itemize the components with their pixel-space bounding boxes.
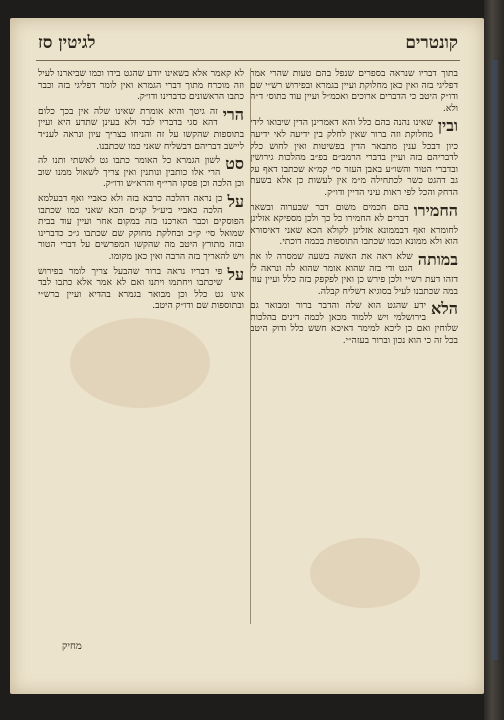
left-text-column — [38, 68, 244, 634]
lemma-heading: ובין — [437, 116, 458, 136]
lemma-heading: הרי — [222, 104, 244, 124]
catchword: מחיק — [62, 641, 82, 652]
paragraph — [250, 117, 458, 198]
paragraph — [250, 202, 458, 248]
paragraph-text: בתוך דבריו שנראה בספרים שנפל בהם טעות שהרי אמר דפליגי בזה ואין כאן מחלוקת ועיין בגמרא ובפירוש רש״י שם ודו״ק היטב כי הדברים ארוכים ואכמ״ל ועיין עוד בתוס׳ ד״ה ולא. — [250, 68, 458, 114]
paragraph-text: פי דבריו נראה ברור שהבעל צריך לומר בפירוש שיכתבו ויחתמו ויתנו ואם לא אמר אלא כתבו לבד אינו גט כלל וכן מבואר בגמרא בהדיא ועיין ברש״י ובתוספות שם ודו״ק היטב. — [38, 265, 244, 312]
paragraph-text: לשון הגמרא כל האומר כתבו גט לאשתי ותנו לה הרי אלו כותבין ונותנין ואין צריך לשאול ממנו שוב וכן הלכה וכן פסקו הרי״ף והרא״ש ודו״ק. — [38, 155, 244, 190]
paragraph-text: שאינו נהנה בהם כלל והא דאמרינן הדין שיבואו לידי מחלוקת וזה ברור שאין לחלק בין ידיעה לאי ידיעה כיון דבכל ענין מתבאר הדין בפשיטות ואין לחוש כלל לדבריהם בזה ועיין בדברי הרמב״ם בפ״ב מהלכות גירושין ובדברי הטור והשו״ע באבן העזר סי׳ קמ״א שכתבו דאף על גב דהגט כשר לכתחילה מ״מ אין לעשות כן אלא בשעת הדחק והכל לפי ראות עיני הדיין ודו״ק. — [250, 117, 458, 198]
paragraph — [38, 155, 244, 190]
paragraph — [38, 193, 244, 263]
paragraph-text: ידע שהגט הוא שלה והדבר ברור ומבואר גם בירושלמי ויש ללמוד מכאן לכמה דינים בהלכות שלוחין ואם כן ליכא למימר דאיכא חשש כלל ודוק היטב בכל זה כי הוא נכון וברור בעזה״י. — [250, 300, 458, 347]
column-divider — [250, 68, 251, 624]
lemma-heading: סט — [225, 154, 244, 174]
lemma-heading: במותה — [417, 249, 458, 269]
paragraph — [250, 68, 458, 114]
lemma-heading: על — [227, 264, 244, 284]
paragraph-text: שלא ראה את האשה בשעה שמסרה לו את הגט ודי בזה שהוא אומר שהוא לה ונראה לי דזהו דעת רש״י ולכן פירש כן ואין לפקפק בזה כלל ועיין עוד במה שכתבנו לעיל בסוגיא דשליח קבלה. — [250, 250, 458, 297]
paragraph — [38, 266, 244, 312]
lemma-heading: החמירו — [413, 200, 458, 220]
lemma-heading: על — [227, 191, 244, 211]
paragraph-text: בהם חכמים משום דבר שבערוה ובשאר דברים לא החמירו כל כך ולכן מספיקא אזלינן לחומרא ואף דבממונא אזלינן לקולא הכא שאני דאיסורא הוא ולא ממונא וכמו שכתבו התוספות בכמה דוכתי. — [250, 201, 458, 248]
book-page — [10, 18, 484, 694]
header-title-left: לגיטין סז — [38, 33, 96, 53]
lemma-heading: הלא — [431, 299, 458, 319]
right-text-column — [250, 68, 458, 634]
header-rule — [36, 60, 460, 61]
paragraph-text: זה גיטך והיא אומרת שאינו שלה אין בכך כלום דהא סגי בדבריו לבד ולא בעינן שתדע היא ועיין בתוספות שהקשו על זה והניחו בצריך עיון ונראה לענ״ד ליישב דבריהם דבשליח שאני כמו שכתבנו. — [38, 105, 244, 152]
header-title-right: קונטרים — [405, 33, 458, 53]
paragraph-text: לא קאמר אלא בשאינו יודע שהגט בידו וכמו שביארנו לעיל וזה מוכרח מתוך דברי הגמרא ואין לומר דפליגי בזה וכבר כתבו הראשונים כדברינו ודו״ק. — [38, 68, 244, 103]
paragraph — [250, 300, 458, 346]
running-header — [38, 30, 458, 56]
paragraph — [250, 251, 458, 297]
paragraph-text: כן נראה דהלכה כרבא בזה ולא כאביי ואף דבעלמא הלכה כאביי ביע״ל קג״ם הכא שאני כמו שכתבו הפוסקים וכבר הארכנו בזה במקום אחר ועיין עוד בבית שמואל סי׳ ק״כ ובחלקת מחוקק שם שכתבו ג״כ כדברינו ובזה מתורץ היטב מה שהקשו המפרשים על דברי הטור ויש להאריך בזה הרבה ואין כאן מקומו. — [38, 192, 244, 262]
binding-edge — [492, 60, 498, 660]
paragraph — [38, 106, 244, 152]
paragraph — [38, 68, 244, 103]
